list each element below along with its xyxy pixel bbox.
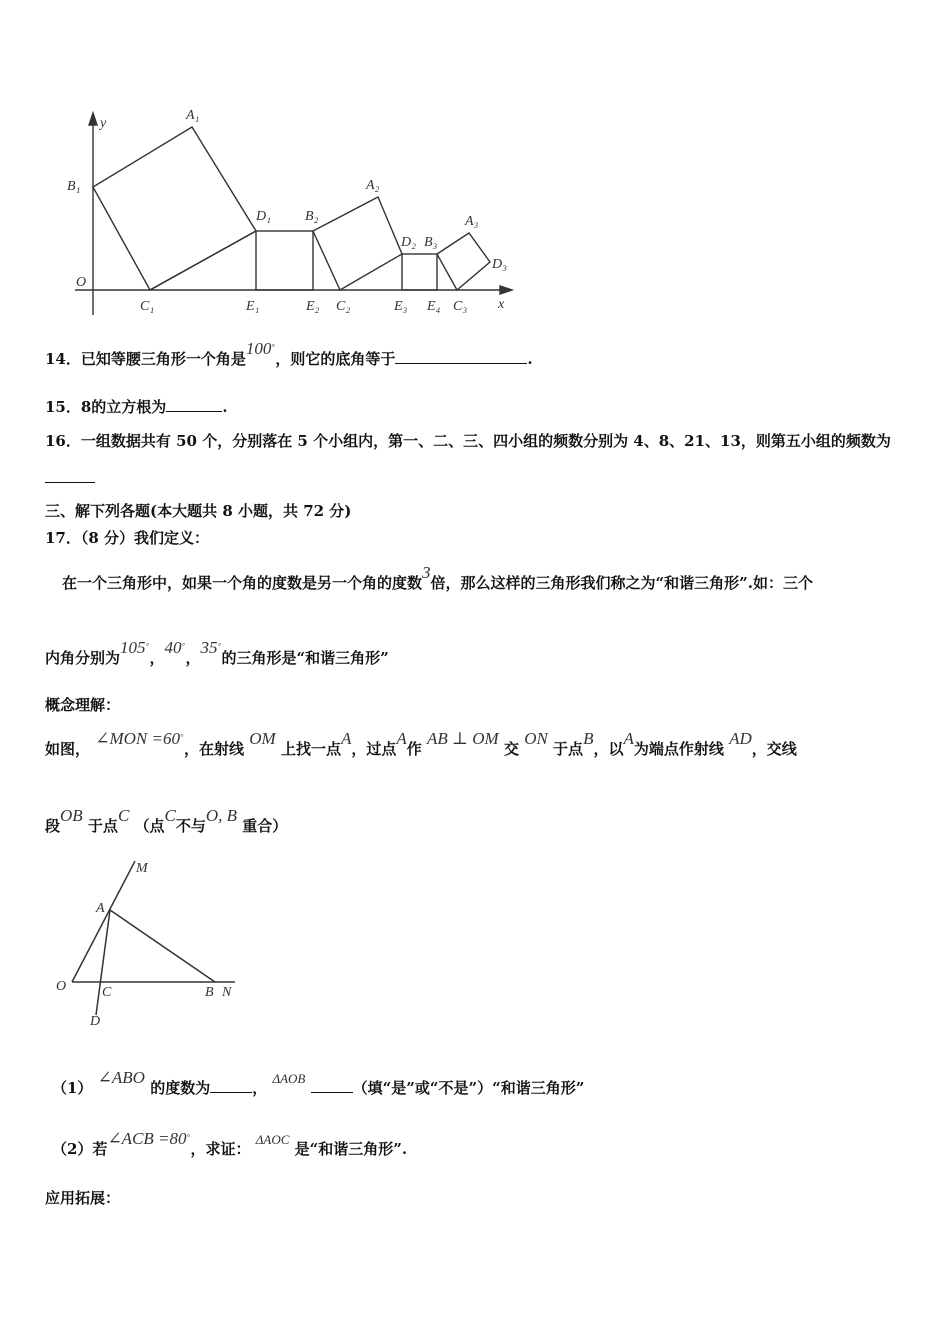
label-c2: C₂ (336, 299, 351, 314)
label-c1: C₁ (140, 299, 155, 314)
triangle-aob: ΔAOB (272, 1071, 306, 1086)
segment-ob: OB (60, 806, 83, 825)
q17-def-a: 在一个三角形中，如果一个角的度数是另一个角的度数 (62, 574, 423, 592)
q14-prefix: 14．已知等腰三角形一个角是 (45, 350, 246, 368)
point-c: C (117, 806, 130, 825)
point-a: A (340, 729, 352, 748)
q17-comma1: ， (149, 649, 165, 667)
d5: 重合） (242, 817, 288, 835)
q17-def-b: 倍，那么这样的三角形我们称之为“和谐三角形”.如：三个 (430, 574, 813, 592)
point-a-3: A (623, 729, 634, 748)
label-e1: E₁ (246, 299, 260, 314)
figure-squares (60, 105, 530, 320)
c2: ，在射线 (184, 740, 245, 758)
angle-acb-degree: ° (186, 1133, 191, 1142)
angle-acb: ∠ACB =80 (107, 1129, 187, 1148)
concept-line2 (45, 806, 288, 836)
point-b: B (583, 729, 594, 748)
label-e2: E₂ (306, 299, 320, 314)
fig2-label-a: A (96, 901, 105, 916)
points-o-b: O, B (205, 806, 238, 825)
d2: 于点 (87, 817, 118, 835)
concept-line1 (45, 729, 797, 759)
p1-hint: （填“是”或“不是”）“和谐三角形” (352, 1079, 585, 1097)
p1-text: 的度数为 (150, 1079, 211, 1097)
label-d3: D₃ (492, 257, 507, 272)
point-a-2: A (396, 729, 407, 748)
p2-suffix: 是“和谐三角形”. (294, 1140, 408, 1158)
p1-comma: ， (252, 1079, 268, 1097)
q17-angles-suffix: 的三角形是“和谐三角形” (221, 649, 389, 667)
q14-angle: 100 (245, 339, 272, 358)
angle-abo: ∠ABO (97, 1068, 145, 1087)
q17-part2 (52, 1129, 408, 1159)
d4: 不与 (175, 817, 206, 835)
c10: ，交线 (751, 740, 797, 758)
x-axis-arrow (500, 286, 512, 294)
label-c3: C₃ (453, 299, 468, 314)
q14-answer-blank[interactable] (395, 349, 527, 364)
label-o: O (76, 275, 87, 290)
label-b2: B₂ (305, 209, 319, 224)
c3: 上找一点 (280, 740, 341, 758)
q17-def-num: 3 (422, 563, 431, 582)
section-3-title: 三、解下列各题(本大题共 8 小题，共 72 分) (45, 502, 352, 520)
q14-suffix: ，则它的底角等于 (275, 350, 396, 368)
d1: 段 (45, 817, 61, 835)
fig2-label-b: B (205, 985, 214, 1000)
q17-angles-prefix: 内角分别为 (45, 649, 121, 667)
label-x: x (498, 297, 505, 312)
q17-angle3-degree: ° (217, 642, 222, 651)
c7: 于点 (553, 740, 584, 758)
label-y: y (100, 116, 107, 131)
q17-definition-line1 (62, 563, 813, 593)
fig2-label-c: C (102, 985, 112, 1000)
q17-comma2: ， (185, 649, 201, 667)
d3: （点 (134, 817, 165, 835)
square-d1-e1 (256, 231, 313, 290)
q14-degree-mark: ° (271, 343, 276, 352)
fig2-label-d: D (90, 1014, 101, 1029)
c1: 如图， (45, 740, 91, 758)
q14-end: . (527, 350, 533, 368)
c9: 为端点作射线 (633, 740, 724, 758)
segment-ab (110, 910, 215, 982)
p2-prefix: （2）若 (52, 1140, 108, 1158)
q16-answer-blank[interactable] (45, 468, 95, 483)
label-a3: A₃ (465, 214, 479, 229)
ab-perp-om: AB ⊥ OM (427, 729, 499, 748)
c8: ，以 (593, 740, 624, 758)
q17-angle2-degree: ° (181, 642, 186, 651)
q15-answer-blank[interactable] (166, 397, 222, 412)
label-d1: D₁ (256, 209, 271, 224)
question-15 (45, 396, 228, 417)
ray-om: OM (249, 729, 276, 748)
angle-mon-degree: ° (180, 733, 184, 742)
q15-end: . (222, 398, 228, 416)
p2-prove: ，求证： (190, 1140, 251, 1158)
question-16 (45, 430, 891, 451)
c6: 交 (503, 740, 519, 758)
square-a3b3c3d3 (437, 233, 490, 290)
square-a1b1c1d1 (93, 127, 256, 290)
apply-title: 应用拓展： (45, 1189, 121, 1207)
q17-angle3: 35 (200, 638, 218, 657)
ray-on: ON (524, 729, 548, 748)
p1-number: （1） (52, 1079, 93, 1097)
label-e3: E₃ (394, 299, 408, 314)
fig2-label-n: N (222, 985, 232, 1000)
y-axis-arrow (89, 113, 97, 125)
label-a2: A₂ (366, 178, 380, 193)
label-d2: D₂ (401, 235, 416, 250)
q17-intro: 17．（8 分）我们定义： (45, 529, 210, 547)
q15-text: 15．8的立方根为 (45, 398, 167, 416)
q16-text: 16．一组数据共有 50 个，分别落在 5 个小组内，第一、二、三、四小组的频数分别为 4、8、21、13，则第五小组的频数为 (45, 432, 891, 450)
ray-ad: AD (729, 729, 752, 748)
q17-definition-line2 (45, 638, 389, 668)
q17-angle1: 105 (120, 638, 146, 657)
label-b3: B₃ (424, 235, 438, 250)
c5: 作 (406, 740, 422, 758)
figure-triangle (50, 855, 250, 1030)
p1-answer-blank-2[interactable] (311, 1078, 353, 1093)
segment-c1-d1 (150, 231, 256, 290)
point-c-2: C (164, 806, 176, 825)
q17-angle2: 40 (164, 638, 182, 657)
label-b1: B₁ (67, 179, 81, 194)
square-d2-e3 (402, 254, 437, 290)
q17-part1 (52, 1068, 585, 1098)
question-14 (45, 339, 533, 369)
triangle-aoc: ΔAOC (255, 1132, 290, 1147)
c4: ，过点 (351, 740, 397, 758)
fig2-label-m: M (136, 861, 148, 876)
fig2-label-o: O (56, 979, 67, 994)
square-a2b2c2d2 (313, 197, 402, 290)
label-e4: E₄ (427, 299, 441, 314)
concept-title: 概念理解： (45, 696, 121, 714)
angle-mon: ∠MON =60 (95, 729, 180, 748)
label-a1: A₁ (186, 108, 200, 123)
q17-angle1-degree: ° (145, 642, 150, 651)
p1-answer-blank-1[interactable] (210, 1078, 252, 1093)
